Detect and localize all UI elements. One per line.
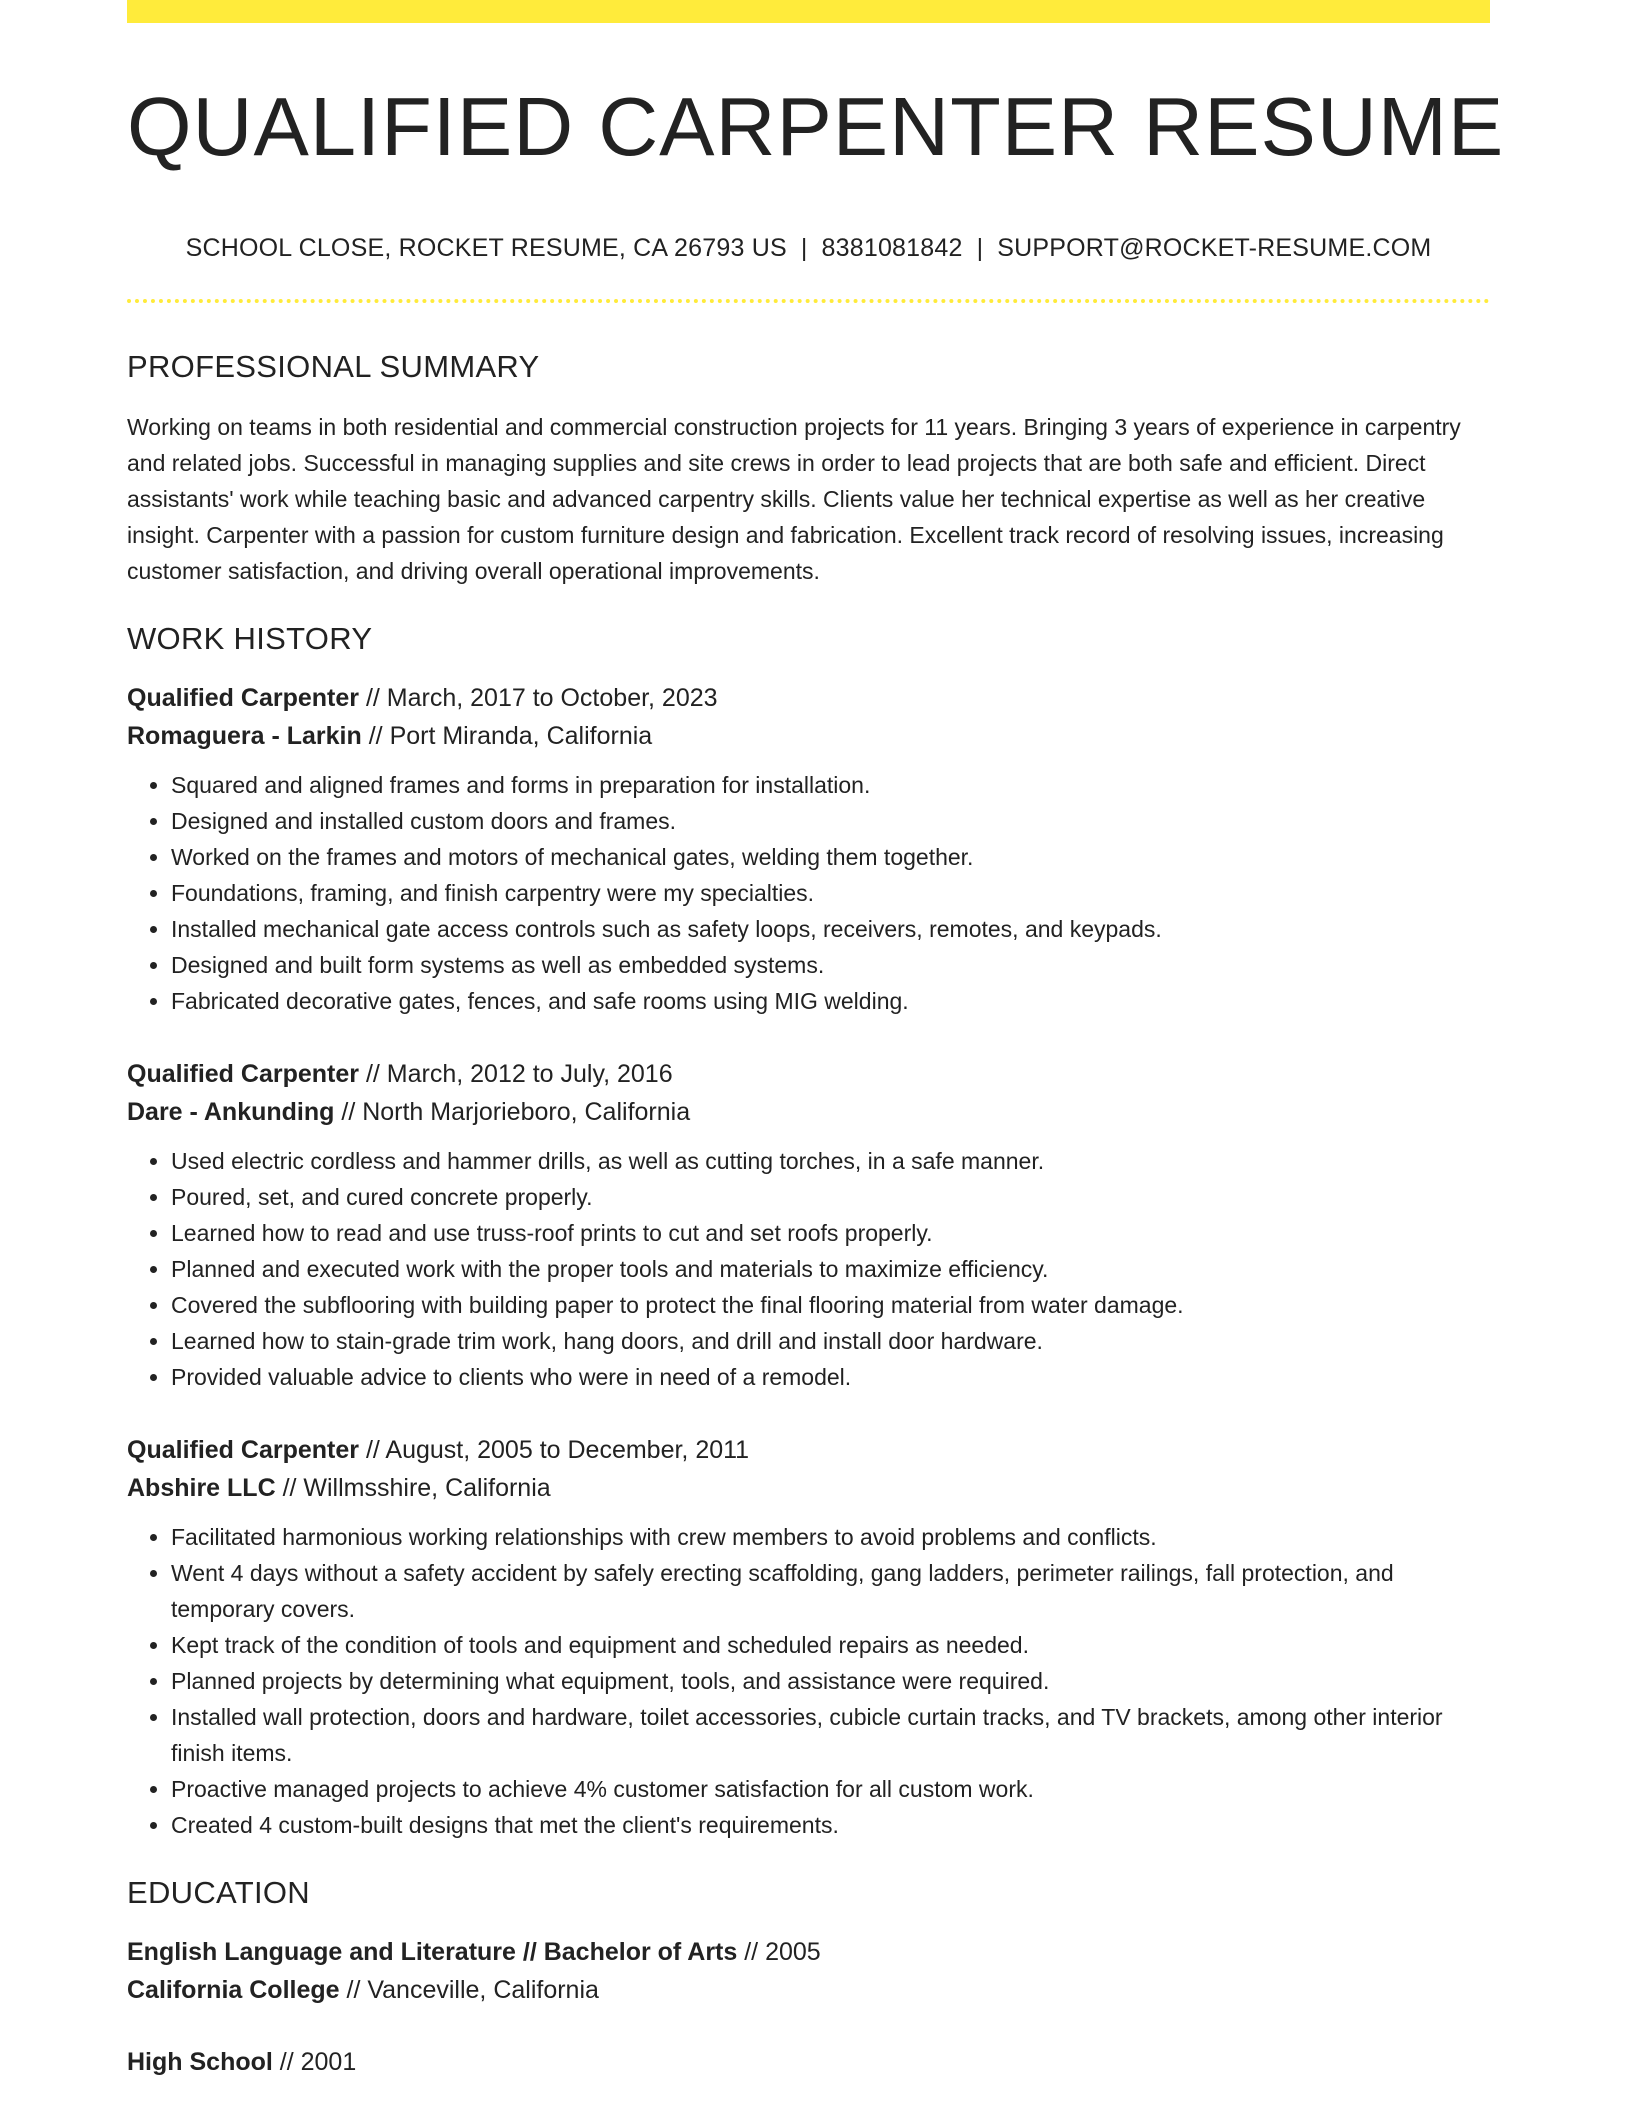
job-bullets	[127, 767, 1490, 1019]
education-heading: EDUCATION	[127, 1875, 310, 1910]
list-item: • Learned how to stain-grade trim work, hang doors, and drill and install door hardware.	[171, 1323, 1490, 1359]
degree-name: English Language and Literature // Bachelor of Arts	[127, 1938, 738, 1966]
job-dates: // March, 2012 to July, 2016	[359, 1060, 673, 1088]
job-location: // Willmsshire, California	[275, 1474, 551, 1502]
degree-year: // 2001	[272, 2048, 357, 2076]
degree-name: High School	[127, 2048, 273, 2076]
job-title-line	[127, 1431, 1490, 1469]
contact-separator: |	[800, 234, 808, 262]
education-entry	[127, 1933, 1490, 2009]
degree-line	[127, 1933, 1490, 1971]
job-company: Abshire LLC	[127, 1474, 276, 1502]
summary-heading: PROFESSIONAL SUMMARY	[127, 349, 540, 384]
list-item: • Created 4 custom-built designs that met the client's requirements.	[171, 1807, 1490, 1843]
job-company-line	[127, 717, 1490, 755]
job-entry	[127, 679, 1490, 1019]
list-item: • Planned and executed work with the proper tools and materials to maximize efficiency.	[171, 1251, 1490, 1287]
list-item: • Covered the subflooring with building paper to protect the final flooring material from water damage.	[171, 1287, 1490, 1323]
job-dates: // March, 2017 to October, 2023	[359, 684, 718, 712]
school-line	[127, 1971, 1490, 2009]
degree-line	[127, 2043, 1490, 2081]
job-entry	[127, 1431, 1490, 1843]
job-role: Qualified Carpenter	[127, 684, 359, 712]
job-title-line	[127, 1055, 1490, 1093]
job-entry	[127, 1055, 1490, 1395]
job-company-line	[127, 1469, 1490, 1507]
school-name: California College	[127, 1976, 340, 2004]
job-bullets	[127, 1143, 1490, 1395]
summary-text: Working on teams in both residential and commercial construction projects for 11 years. Bringing 3 years of experience in carpentry and related jobs. Successful in managing supplies and site crews in order to lead projects that are both safe and efficient. Direct assistants' work while teaching basic and advanced carpentry skills. Clients value her technical expertise as well as her creative insight. Carpenter with a passion for custom furniture design and fabrication. Excellent track record of resolving issues, increasing customer satisfaction, and driving overall operational improvements.	[127, 414, 1461, 584]
job-company: Romaguera - Larkin	[127, 722, 362, 750]
list-item: • Squared and aligned frames and forms in preparation for installation.	[171, 767, 1490, 803]
job-company-line	[127, 1093, 1490, 1131]
list-item: • Worked on the frames and motors of mechanical gates, welding them together.	[171, 839, 1490, 875]
degree-year: // 2005	[737, 1938, 821, 1966]
list-item: • Kept track of the condition of tools and equipment and scheduled repairs as needed.	[171, 1627, 1490, 1663]
job-location: // North Marjorieboro, California	[334, 1098, 691, 1126]
job-role: Qualified Carpenter	[127, 1060, 359, 1088]
list-item: • Provided valuable advice to clients who were in need of a remodel.	[171, 1359, 1490, 1395]
list-item: • Learned how to read and use truss-roof prints to cut and set roofs properly.	[171, 1215, 1490, 1251]
list-item: • Poured, set, and cured concrete properly.	[171, 1179, 1490, 1215]
contact-phone: 8381081842	[821, 234, 963, 262]
contact-address: SCHOOL CLOSE, ROCKET RESUME, CA 26793 US	[185, 234, 787, 262]
school-location: // Vanceville, California	[339, 1976, 599, 2004]
contact-separator: |	[976, 234, 984, 262]
list-item: • Designed and built form systems as well as embedded systems.	[171, 947, 1490, 983]
education-entry	[127, 2043, 1490, 2081]
job-location: // Port Miranda, California	[361, 722, 653, 750]
list-item: • Installed mechanical gate access controls such as safety loops, receivers, remotes, and keypads.	[171, 911, 1490, 947]
job-title-line	[127, 679, 1490, 717]
job-dates: // August, 2005 to December, 2011	[359, 1436, 750, 1464]
job-company: Dare - Ankunding	[127, 1098, 335, 1126]
list-item: • Foundations, framing, and finish carpentry were my specialties.	[171, 875, 1490, 911]
list-item: • Facilitated harmonious working relationships with crew members to avoid problems and conflicts.	[171, 1519, 1490, 1555]
contact-line	[127, 234, 1490, 263]
list-item: • Designed and installed custom doors and frames.	[171, 803, 1490, 839]
list-item: • Installed wall protection, doors and hardware, toilet accessories, cubicle curtain tracks, and TV brackets, among other interior finish items.	[171, 1699, 1490, 1771]
contact-email[interactable]: SUPPORT@ROCKET-RESUME.COM	[997, 234, 1432, 262]
resume-page	[127, 0, 1505, 2081]
list-item: • Proactive managed projects to achieve 4% customer satisfaction for all custom work.	[171, 1771, 1490, 1807]
work-history-heading: WORK HISTORY	[127, 621, 373, 656]
job-bullets	[127, 1519, 1490, 1843]
list-item: • Planned projects by determining what equipment, tools, and assistance were required.	[171, 1663, 1490, 1699]
list-item: • Went 4 days without a safety accident by safely erecting scaffolding, gang ladders, perimeter railings, fall protection, and temporary covers.	[171, 1555, 1490, 1627]
top-accent-bar	[127, 0, 1490, 23]
dotted-divider	[127, 299, 1490, 303]
resume-title: QUALIFIED CARPENTER RESUME	[127, 80, 1505, 173]
job-role: Qualified Carpenter	[127, 1436, 359, 1464]
list-item: • Used electric cordless and hammer drills, as well as cutting torches, in a safe manner.	[171, 1143, 1490, 1179]
list-item: • Fabricated decorative gates, fences, and safe rooms using MIG welding.	[171, 983, 1490, 1019]
